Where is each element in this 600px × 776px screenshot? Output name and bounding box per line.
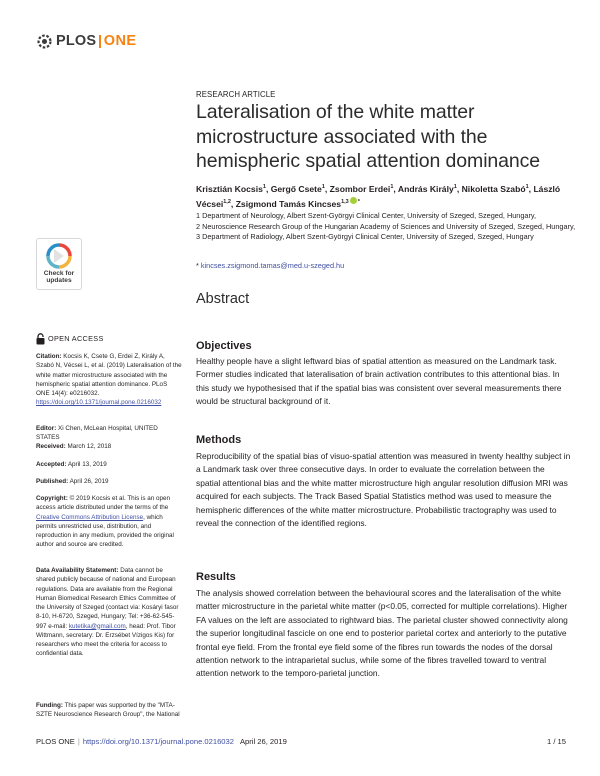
plos-logo-icon [36, 33, 53, 50]
footer-date: April 26, 2019 [239, 737, 287, 746]
objectives-text: Healthy people have a slight leftward bias of spatial attention as measured on the Landmark task. Former studies indicated that lateralisation of brain activation contributes to this attentional bias. In this study we hypothesised that if the spatial bias was consistent over several measurements there would be structural background of it. [196, 356, 562, 407]
citation-doi-link[interactable]: https://doi.org/10.1371/journal.pone.0216032 [36, 399, 162, 407]
footer-doi-link[interactable]: https://doi.org/10.1371/journal.pone.0216032 [82, 737, 234, 746]
article-type: RESEARCH ARTICLE [196, 90, 276, 99]
author-affiliation-sup: 1 [390, 184, 394, 190]
corresponding-email-link[interactable]: kincses.zsigmond.tamas@med.u-szeged.hu [200, 261, 345, 270]
author-name: Zsigmond Tamás Kincses [235, 198, 342, 209]
accepted-date: April 13, 2019 [67, 461, 107, 468]
methods-heading: Methods [196, 434, 242, 446]
logo-text-plos: PLOS [56, 33, 97, 49]
check-updates-icon [46, 243, 72, 269]
author-affiliation-sup: 1 [525, 184, 529, 190]
author-affiliation-sup: 1 [453, 184, 457, 190]
published-date: April 26, 2019 [69, 478, 109, 485]
author-affiliation-sup: 1,2 [223, 198, 231, 205]
results-text: The analysis showed correlation between the behavioural scores and the lateralisation of the white matter microstructure in the parietal white matter (p<0.05, corrected for multiple correlations). Higher FA values on the left are associated to rightward bias. The parietal cluster showed connectivity along the superior longitudinal fascicle on one end to posterior parietal cortex and anteriorly to the putative frontal eye field. From the frontal eye field some of the fibres run towards the nodes of the dorsal attention network to the intraparietal suclus, while some of the fibres travelled toward to ventral attention network to the temporo-parietal junction. [196, 588, 568, 679]
results-heading: Results [196, 571, 236, 583]
citation-block: Citation: Kocsis K, Csete G, Erdei Z, Király A, Szabó N, Vécsei L, et al. (2019) Lateralisation of the white matter microstructure associated with the hemispheric spatial attention dominance. PLoS ONE 14(4): e0216032. https://doi.org/10.1371/journal.pone.0216032 [36, 353, 182, 407]
license-link[interactable]: Creative Commons Attribution License [36, 513, 144, 521]
funding-block: Funding: This paper was supported by the "MTA-SZTE Neuroscience Research Group", the National [36, 702, 180, 719]
editor-block: Editor: Xi Chen, McLean Hospital, UNITED STATES [36, 425, 158, 442]
data-email-link[interactable]: kutetika@gmail.com [68, 622, 126, 630]
affiliation-1: 1 Department of Neurology, Albert Szent-Györgyi Clinical Center, University of Szeged, Szeged, Hungary, [196, 211, 537, 220]
abstract-heading: Abstract [196, 291, 250, 307]
orcid-icon[interactable] [350, 197, 357, 204]
copyright-block: Copyright: © 2019 Kocsis et al. This is an open access article distributed under the terms of the Creative Commons Attribution License, which permits unrestricted use, distribution, and reproduction in any medium, provided the original author and source are credited. [36, 495, 174, 549]
check-updates-label: Check for updates [43, 270, 75, 285]
open-access [36, 333, 182, 345]
editor-text: Xi Chen, McLean Hospital, UNITED STATES [36, 425, 158, 442]
logo-divider [99, 35, 101, 48]
received-date: March 12, 2018 [67, 443, 112, 450]
methods-text: Reproducibility of the spatial bias of visuo-spatial attention was measured in twenty healthy subject in a Landmark task over three consecutive days. In order to evaluate the correlation between the spatial attentional bias and the white matter microstructure high angular resolution diffusion MRI was acquired for each subjects. The Track Based Spatial Statistics method was used to measure the hemispheric differences of the white matter microstructure. Probabilistic tractography was used to reveal the connection of the identified regions. [196, 451, 571, 529]
author-affiliation-sup: 1 [262, 184, 266, 190]
affiliations [196, 211, 576, 243]
author-list: Krisztián Kocsis$^1$, Gergő Csete$^1$, Zsombor Erdei$^1$, András Király$^1$, Nikoletta Szabó$^1$, László Vécsei$^{1,2}$, Zsigmond Tamás Kincses$^{1,3 *}$ [196, 183, 561, 209]
author-affiliation-sup: 1,3 * [341, 198, 360, 205]
author-name: Krisztián Kocsis [196, 183, 263, 194]
page-footer [36, 737, 566, 746]
received-block: Received: March 12, 2018 [36, 443, 112, 450]
check-for-updates-badge[interactable] [36, 238, 82, 290]
author-name: András Király [397, 183, 454, 194]
author-name: Zsombor Erdei [329, 183, 391, 194]
author-name: Gergő Csete [270, 183, 322, 194]
accepted-block: Accepted: April 13, 2019 [36, 461, 107, 468]
article-title: Lateralisation of the white matter microstructure associated with the hemispheric spatial attention dominance [196, 101, 541, 172]
author-affiliation-sup: 1 [321, 184, 325, 190]
open-lock-icon [36, 333, 45, 345]
affiliation-2: 2 Neuroscience Research Group of the Hungarian Academy of Sciences and University of Szeged, Szeged, Hungary, 3 Department of Radiology, Albert Szent-Györgyi Clinical Center, University of Szeged, Szeged, Hungary [196, 221, 576, 242]
corresponding-author [196, 261, 566, 270]
footer-journal: PLOS ONE [36, 737, 75, 746]
logo-text-one: ONE [103, 33, 137, 49]
data-availability-block: Data Availability Statement: Data cannot be shared publicly because of national and European regulations. Data are available from the Regional Human Biomedical Research Ethics Committee of the University of Szeged (contact via: Kosáryi fasor 8-10, H-6720, Szeged, Hungary; Tel: +36-62-545-997 e-mail: kutetika@gmail.com, head: Prof. Tibor Wittmann, secretary: Dr. Erzsébet Vízigos Kis) for researchers who meet the criteria for access to confidential data. [36, 567, 179, 658]
objectives-heading: Objectives [196, 340, 252, 352]
author-name: László Vécsei [196, 183, 561, 209]
published-block: Published: April 26, 2019 [36, 478, 109, 485]
footer-separator: | [77, 737, 80, 746]
citation-text: Kocsis K, Csete G, Erdei Z, Király A, Szabó N, Vécsei L, et al. (2019) Lateralisation of the white matter microstructure associated with the hemispheric spatial attention dominance. PLoS ONE 14(4): e0216032. [36, 353, 182, 397]
open-access-label: OPEN ACCESS [48, 334, 104, 344]
page-number: 1 / 15 [547, 737, 566, 746]
journal-logo [36, 32, 136, 50]
author-name: Nikoletta Szabó [461, 183, 526, 194]
corresponding-mark: * [196, 261, 199, 270]
